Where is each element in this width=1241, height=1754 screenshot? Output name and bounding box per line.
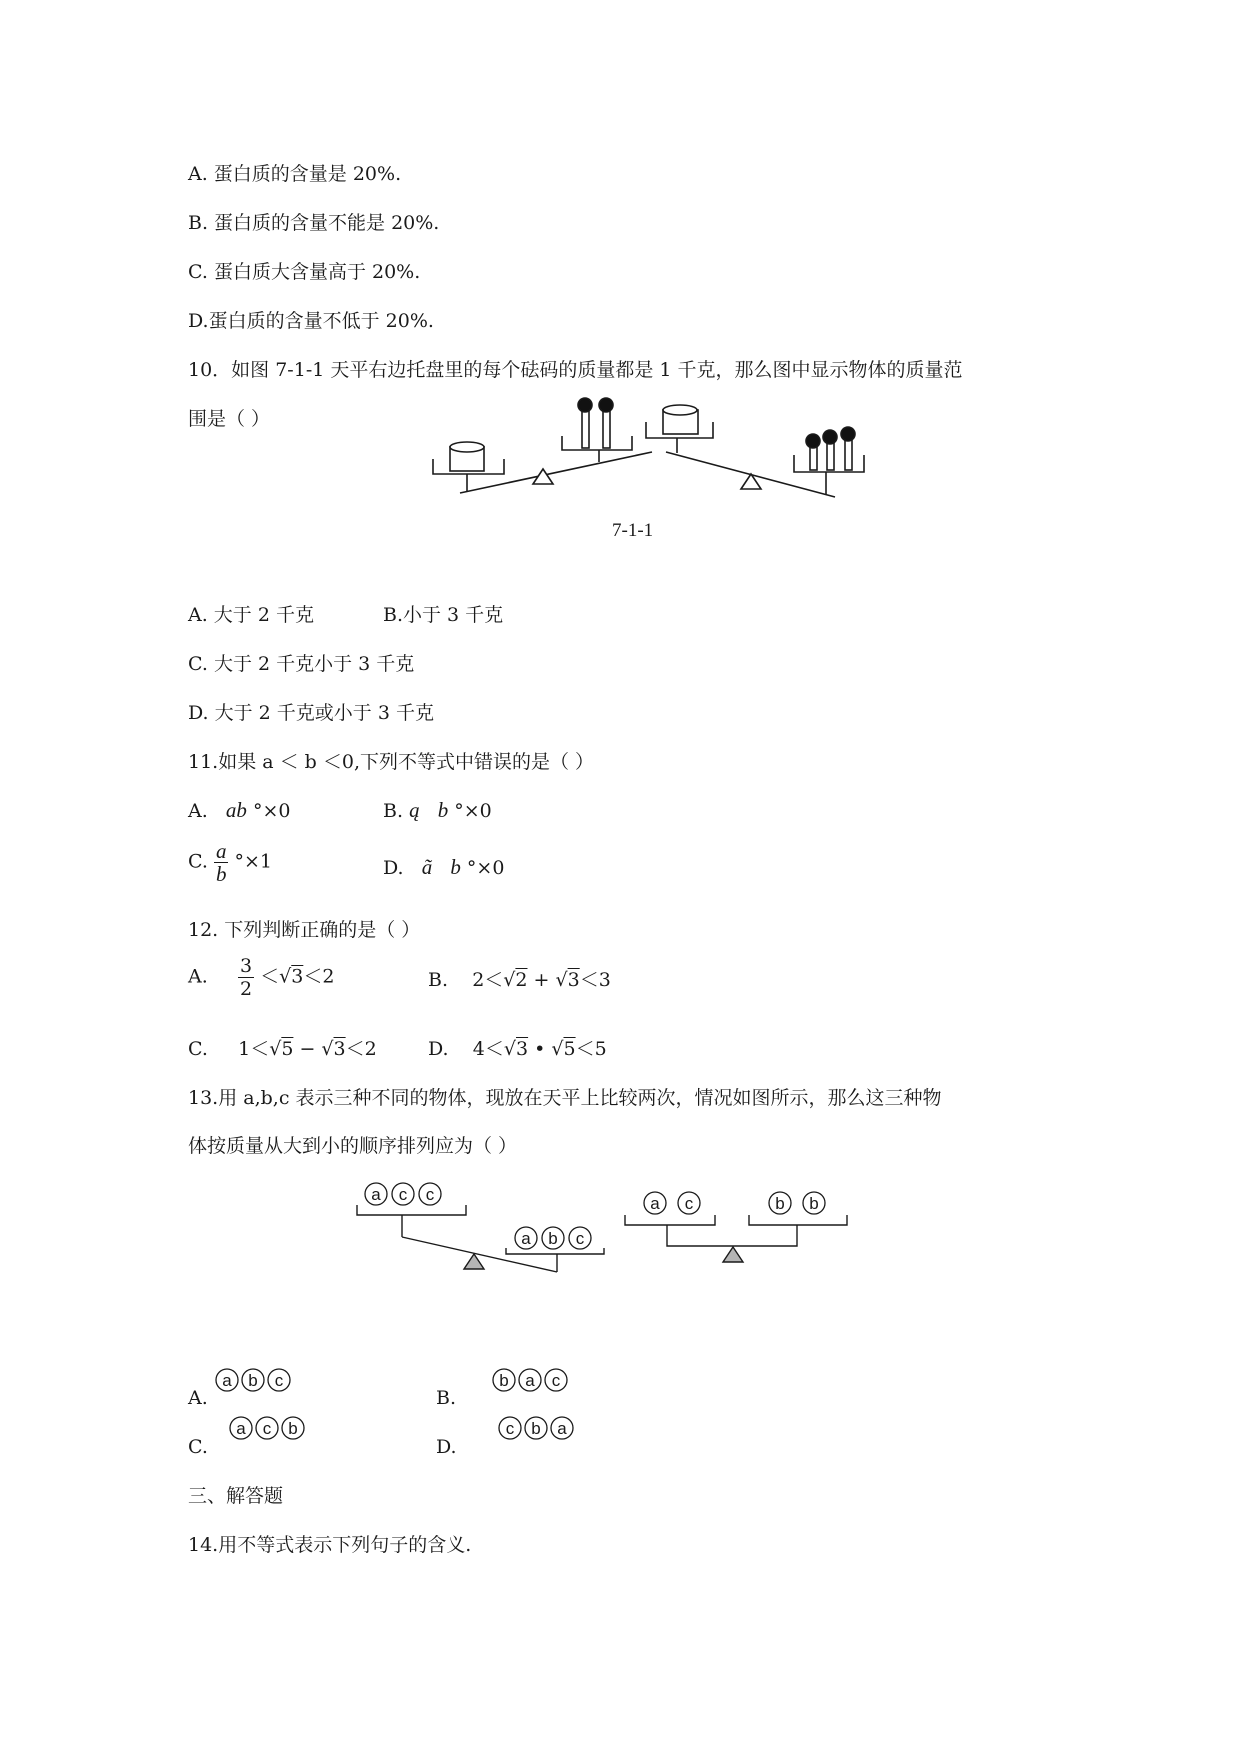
q11-d-b: b <box>450 855 461 879</box>
q12-c-radicand1: 5 <box>281 1038 294 1060</box>
section-3-heading: 三、解答题 <box>188 1485 284 1507</box>
opt-c-letter-a: a <box>236 1419 246 1438</box>
q12-a-lt: ＜ <box>260 965 280 988</box>
q12-a-denominator: 2 <box>239 978 253 1000</box>
q12-a-radicand: 3 <box>291 965 304 988</box>
q11-a-tail: °×0 <box>252 800 291 822</box>
opt-a-letter-a: a <box>222 1371 232 1390</box>
q12-b-radicand2: 3 <box>567 969 580 991</box>
q12-option-a: A. $\frac{3}{2}$ ＜√3＜2 <box>188 955 335 1000</box>
pan1-left-letter-c: c <box>398 1185 408 1204</box>
q12-b-start: 2＜ <box>472 969 504 991</box>
q12-option-d: D. 4＜√3 • √5＜5 <box>428 1038 607 1060</box>
q11-d-label: D. <box>383 857 404 879</box>
q12-d-radicand1: 3 <box>515 1038 529 1060</box>
opt-b-letter-b: b <box>499 1371 509 1390</box>
q12-c-op: − <box>293 1038 322 1060</box>
q13-option-d-seq <box>499 1417 573 1439</box>
pan2-right-letter-b: b <box>809 1194 819 1213</box>
q11-b-a: ą <box>409 798 420 822</box>
q12-d-op: • <box>528 1038 552 1060</box>
pan2-left-letter-c: c <box>684 1194 694 1213</box>
q13-stem-line1: 13.用 a,b,c 表示三种不同的物体，现放在天平上比较两次，情况如图所示，那么这三种物 <box>188 1087 942 1109</box>
q13-option-c-seq <box>230 1417 304 1439</box>
q12-d-label: D. <box>428 1038 449 1060</box>
opt-d-letter-a: a <box>557 1419 567 1438</box>
q11-d-tail: °×0 <box>466 857 505 879</box>
q13-stem-line2: 体按质量从大到小的顺序排列应为（ ） <box>188 1135 518 1157</box>
q10-stem-line2: 围是（ ） <box>188 408 271 430</box>
q13-option-a-seq <box>216 1369 290 1391</box>
pan1-right-letter-a: a <box>521 1229 531 1248</box>
q11-b-label: B. <box>383 800 404 822</box>
q9-option-c: C. 蛋白质大含量高于 20%. <box>188 261 421 283</box>
q12-d-end: ＜5 <box>575 1038 607 1060</box>
q12-a-numerator: 3 <box>239 955 253 977</box>
q12-a-label: A. <box>188 965 208 988</box>
q12-b-end: ＜3 <box>579 969 611 991</box>
opt-b-letter-c: c <box>551 1371 561 1390</box>
q11-d-a: ã <box>421 855 433 879</box>
q9-option-d: D.蛋白质的含量不低于 20%. <box>188 310 434 332</box>
q11-c-numerator: a <box>215 839 227 863</box>
opt-d-letter-c: c <box>505 1419 515 1438</box>
q10-option-b: B.小于 3 千克 <box>383 604 504 626</box>
q14-stem: 14.用不等式表示下列句子的含义. <box>188 1534 472 1556</box>
q10-stem-line1: 10．如图 7-1-1 天平右边托盘里的每个砝码的质量都是 1 千克，那么图中显示物体的质量范 <box>188 359 963 381</box>
q13-option-b-label: B. <box>436 1387 457 1409</box>
figure-caption: 7-1-1 <box>612 520 654 541</box>
pan1-left-letter-a: a <box>371 1185 381 1204</box>
q12-d-radicand2: 5 <box>563 1038 576 1060</box>
q12-b-radicand1: 2 <box>515 969 528 991</box>
q12-c-label: C. <box>188 1038 208 1060</box>
q12-option-b: B. 2＜√2 + √3＜3 <box>428 969 611 991</box>
pan1-right-letter-c: c <box>575 1229 585 1248</box>
q9-option-b: B. 蛋白质的含量不能是 20%. <box>188 212 440 234</box>
q9-option-a: A. 蛋白质的含量是 20%. <box>188 163 402 185</box>
q11-b-b: b <box>437 798 449 822</box>
q11-b-tail: °×0 <box>454 800 492 822</box>
q12-option-c: C. 1＜√5 − √3＜2 <box>188 1038 377 1060</box>
opt-a-letter-c: c <box>274 1371 284 1390</box>
pan2-right-letter-b: b <box>775 1194 785 1213</box>
q13-option-b-seq <box>493 1369 567 1391</box>
opt-b-letter-a: a <box>525 1371 535 1390</box>
q11-stem: 11.如果 a ＜ b ＜0,下列不等式中错误的是（ ） <box>188 751 595 773</box>
pan1-right-letter-b: b <box>548 1229 558 1248</box>
q12-c-end: ＜2 <box>345 1038 377 1060</box>
pan2-left-letter-a: a <box>650 1194 660 1213</box>
opt-d-letter-b: b <box>531 1419 541 1438</box>
opt-c-letter-b: b <box>288 1419 298 1438</box>
q13-option-d-label: D. <box>436 1436 457 1458</box>
q11-c-denominator: b <box>215 862 227 886</box>
q12-stem: 12. 下列判断正确的是（ ） <box>188 919 421 941</box>
q10-option-d: D. 大于 2 千克或小于 3 千克 <box>188 702 434 724</box>
q11-a-expr: ab <box>225 798 247 822</box>
q13-option-c-label: C. <box>188 1436 208 1458</box>
q10-option-c: C. 大于 2 千克小于 3 千克 <box>188 653 415 675</box>
q13-option-a-label: A. <box>188 1387 208 1409</box>
q12-b-op: + <box>527 969 556 991</box>
q12-b-label: B. <box>428 969 449 991</box>
q12-a-end: ＜2 <box>303 965 335 988</box>
opt-a-letter-b: b <box>248 1371 258 1390</box>
q11-c-tail: °×1 <box>234 850 273 873</box>
q12-d-start: 4＜ <box>472 1038 504 1060</box>
q12-c-start: 1＜ <box>238 1038 270 1060</box>
q11-c-label: C. <box>188 850 208 873</box>
opt-c-letter-c: c <box>262 1419 272 1438</box>
q10-option-a-text: A. 大于 2 千克 <box>188 604 314 626</box>
q12-c-radicand2: 3 <box>333 1038 346 1060</box>
pan1-left-letter-c: c <box>425 1185 435 1204</box>
q11-a-label: A. <box>188 800 208 822</box>
